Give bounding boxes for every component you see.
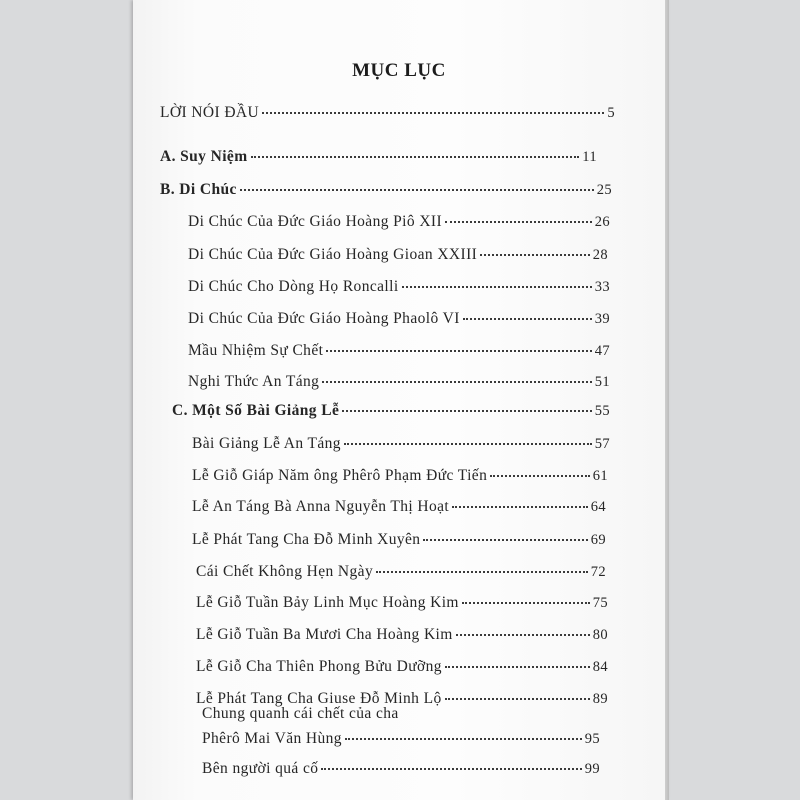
toc-entry-label: Lễ Giỗ Tuần Ba Mươi Cha Hoàng Kim bbox=[196, 626, 453, 643]
dot-leader bbox=[462, 602, 590, 604]
dot-leader bbox=[463, 318, 592, 320]
toc-entry-page: 84 bbox=[592, 659, 608, 675]
toc-entry-page: 80 bbox=[592, 627, 608, 643]
toc-entry-label: Mầu Nhiệm Sự Chết bbox=[188, 342, 324, 359]
toc-entry-page: 61 bbox=[592, 468, 608, 484]
toc-entry-page: 75 bbox=[592, 595, 608, 611]
toc-entry-page: 26 bbox=[594, 214, 610, 230]
toc-entry-label: Lễ Giỗ Giáp Năm ông Phêrô Phạm Đức Tiến bbox=[192, 467, 488, 484]
toc-entry bbox=[192, 531, 606, 549]
dot-leader bbox=[402, 286, 592, 288]
dot-leader bbox=[251, 156, 580, 158]
toc-entry-page: 25 bbox=[596, 182, 612, 198]
toc-entry bbox=[202, 760, 600, 778]
toc-section-heading bbox=[172, 402, 610, 420]
toc-entry-page: 33 bbox=[594, 279, 610, 295]
dot-leader bbox=[321, 768, 581, 770]
toc-entry bbox=[202, 730, 600, 748]
toc-entry-page: 11 bbox=[582, 149, 597, 165]
toc-entry-label: Cái Chết Không Hẹn Ngày bbox=[196, 563, 374, 580]
toc-entry-page: 95 bbox=[584, 731, 600, 747]
toc-entry-label: A. Suy Niệm bbox=[160, 148, 248, 165]
toc-entry bbox=[196, 594, 608, 612]
toc-entry-label: Di Chúc Cho Dòng Họ Roncalli bbox=[188, 278, 399, 295]
toc-entry-page: 99 bbox=[584, 761, 600, 777]
toc-entry-label: Bài Giảng Lễ An Táng bbox=[192, 435, 341, 452]
toc-entry bbox=[192, 498, 606, 516]
toc-entry-label: C. Một Số Bài Giảng Lễ bbox=[172, 402, 340, 419]
toc-entry-label: Di Chúc Của Đức Giáo Hoàng Gioan XXIII bbox=[188, 246, 478, 263]
dot-leader bbox=[326, 350, 591, 352]
toc-entry-page: 39 bbox=[594, 311, 610, 327]
toc-entry-label: Chung quanh cái chết của cha bbox=[202, 705, 399, 722]
dot-leader bbox=[490, 475, 589, 477]
dot-leader bbox=[445, 221, 592, 223]
toc-entry-label: Nghi Thức An Táng bbox=[188, 373, 320, 390]
toc-entry-page: 57 bbox=[594, 436, 610, 452]
toc-title: MỤC LỤC bbox=[352, 60, 446, 81]
toc-entry-label: Di Chúc Của Đức Giáo Hoàng Phaolô VI bbox=[188, 310, 460, 327]
dot-leader bbox=[452, 506, 588, 508]
toc-section-heading bbox=[160, 148, 597, 166]
toc-entry bbox=[196, 658, 608, 676]
dot-leader bbox=[456, 634, 590, 636]
toc-entry-page: 51 bbox=[594, 374, 610, 390]
toc-entry bbox=[192, 467, 608, 485]
toc-entry-label: LỜI NÓI ĐẦU bbox=[160, 104, 260, 121]
toc-entry bbox=[188, 246, 608, 264]
dot-leader bbox=[480, 254, 589, 256]
toc-entry-label: Lễ Phát Tang Cha Đỗ Minh Xuyên bbox=[192, 531, 421, 548]
dot-leader bbox=[322, 381, 591, 383]
toc-entry-page: 5 bbox=[607, 105, 615, 121]
toc-entry-label: Bên người quá cố bbox=[202, 760, 319, 777]
toc-entry-label: Lễ Phát Tang Cha Giuse Đỗ Minh Lộ bbox=[196, 690, 442, 707]
toc-entry-page: 47 bbox=[594, 343, 610, 359]
dot-leader bbox=[262, 112, 604, 114]
toc-entry-label: Lễ Giỗ Tuần Bảy Linh Mục Hoàng Kim bbox=[196, 594, 459, 611]
toc-entry bbox=[160, 104, 615, 122]
toc-entry-page: 89 bbox=[592, 691, 608, 707]
toc-entry-label: Di Chúc Của Đức Giáo Hoàng Piô XII bbox=[188, 213, 443, 230]
dot-leader bbox=[423, 539, 587, 541]
toc-entry-line1 bbox=[202, 705, 608, 723]
toc-entry-label: Lễ An Táng Bà Anna Nguyễn Thị Hoạt bbox=[192, 498, 450, 515]
toc-entry-label: Phêrô Mai Văn Hùng bbox=[202, 730, 342, 747]
toc-section-heading bbox=[160, 181, 612, 199]
toc-entry-page: 72 bbox=[590, 564, 606, 580]
toc-entry bbox=[192, 435, 610, 453]
toc-entry-page: 64 bbox=[590, 499, 606, 515]
dot-leader bbox=[345, 738, 582, 740]
dot-leader bbox=[344, 443, 592, 445]
toc-entry-page: 69 bbox=[590, 532, 606, 548]
toc-entry-page: 55 bbox=[594, 403, 610, 419]
toc-entry bbox=[188, 373, 610, 391]
toc-entry bbox=[188, 278, 610, 296]
toc-entry-label: Lễ Giỗ Cha Thiên Phong Bửu Dưỡng bbox=[196, 658, 442, 675]
toc-entry-page: 28 bbox=[592, 247, 608, 263]
dot-leader bbox=[342, 410, 591, 412]
dot-leader bbox=[240, 189, 594, 191]
dot-leader bbox=[376, 571, 588, 573]
dot-leader bbox=[445, 698, 590, 700]
toc-entry bbox=[188, 310, 610, 328]
toc-entry bbox=[196, 626, 608, 644]
toc-entry bbox=[196, 563, 606, 581]
toc-entry bbox=[188, 342, 610, 360]
toc-entry-label: B. Di Chúc bbox=[160, 181, 237, 198]
toc-entry bbox=[188, 213, 610, 231]
dot-leader bbox=[445, 666, 590, 668]
